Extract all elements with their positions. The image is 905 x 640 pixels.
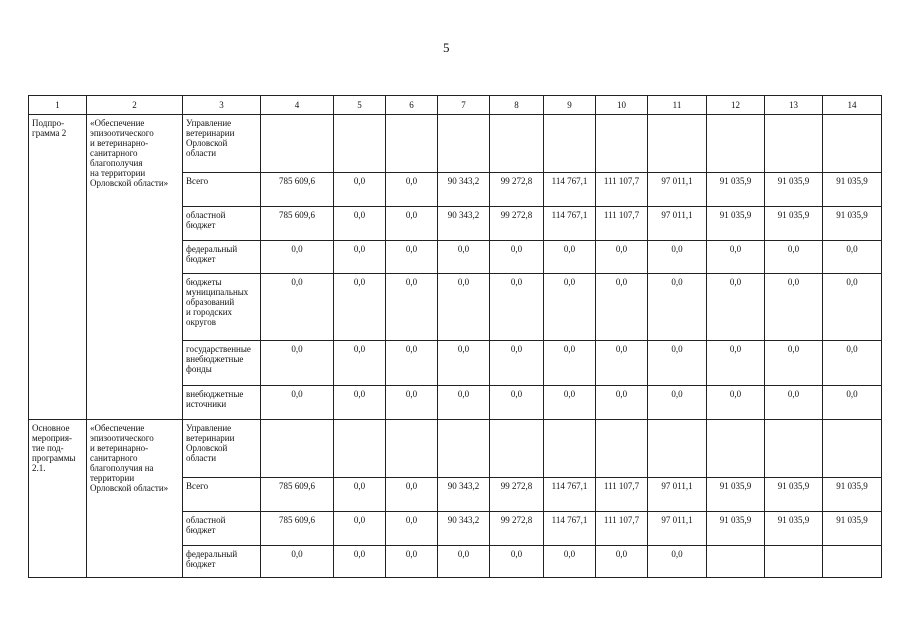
amount-cell: 0,0	[386, 546, 438, 578]
amount-cell: 0,0	[490, 241, 544, 274]
amount-cell: 0,0	[386, 386, 438, 420]
amount-cell: 99 272,8	[490, 512, 544, 546]
program-title-cell: «Обеспечение эпизоотического и ветеринарно- санитарного благополучия на территории Орловской области»	[87, 420, 183, 578]
amount-cell: 0,0	[438, 546, 490, 578]
amount-cell: 91 035,9	[707, 512, 765, 546]
table-body	[29, 96, 882, 578]
amount-cell: 0,0	[261, 341, 334, 386]
amount-cell: 90 343,2	[438, 478, 490, 512]
amount-cell	[765, 115, 823, 173]
column-number-7: 7	[438, 96, 490, 115]
amount-cell: 0,0	[544, 386, 596, 420]
amount-cell: 111 107,7	[596, 478, 648, 512]
amount-cell: 0,0	[386, 512, 438, 546]
amount-cell: 0,0	[648, 341, 707, 386]
amount-cell: 0,0	[261, 546, 334, 578]
amount-cell: 114 767,1	[544, 207, 596, 241]
amount-cell: 99 272,8	[490, 207, 544, 241]
amount-cell: 91 035,9	[707, 173, 765, 207]
amount-cell: 785 609,6	[261, 478, 334, 512]
amount-cell: 0,0	[334, 512, 386, 546]
amount-cell	[707, 115, 765, 173]
column-number-8: 8	[490, 96, 544, 115]
amount-cell: 0,0	[261, 386, 334, 420]
amount-cell: 0,0	[823, 241, 882, 274]
amount-cell: 90 343,2	[438, 173, 490, 207]
amount-cell: 111 107,7	[596, 207, 648, 241]
amount-cell: 0,0	[765, 274, 823, 341]
amount-cell: 0,0	[596, 274, 648, 341]
amount-cell: 0,0	[386, 173, 438, 207]
funding-source-cell: внебюджетные источники	[183, 386, 261, 420]
amount-cell: 0,0	[490, 274, 544, 341]
amount-cell: 785 609,6	[261, 207, 334, 241]
amount-cell: 0,0	[438, 274, 490, 341]
amount-cell: 114 767,1	[544, 173, 596, 207]
column-number-1: 1	[29, 96, 87, 115]
amount-cell: 0,0	[544, 546, 596, 578]
amount-cell: 0,0	[438, 241, 490, 274]
amount-cell	[648, 420, 707, 478]
column-number-10: 10	[596, 96, 648, 115]
amount-cell: 91 035,9	[765, 512, 823, 546]
amount-cell: 91 035,9	[823, 173, 882, 207]
amount-cell	[823, 420, 882, 478]
amount-cell: 0,0	[648, 241, 707, 274]
amount-cell: 91 035,9	[707, 207, 765, 241]
amount-cell: 0,0	[334, 241, 386, 274]
amount-cell: 0,0	[438, 386, 490, 420]
amount-cell: 0,0	[386, 241, 438, 274]
amount-cell: 0,0	[765, 386, 823, 420]
column-number-6: 6	[386, 96, 438, 115]
amount-cell: 0,0	[334, 546, 386, 578]
amount-cell: 0,0	[596, 341, 648, 386]
program-level-cell: Основное мероприя- тие под- программы 2.1.	[29, 420, 87, 578]
amount-cell	[707, 546, 765, 578]
column-number-2: 2	[87, 96, 183, 115]
amount-cell: 0,0	[334, 207, 386, 241]
column-number-13: 13	[765, 96, 823, 115]
amount-cell: 0,0	[334, 386, 386, 420]
amount-cell: 91 035,9	[707, 478, 765, 512]
amount-cell: 0,0	[823, 386, 882, 420]
amount-cell: 97 011,1	[648, 478, 707, 512]
amount-cell	[765, 546, 823, 578]
funding-source-cell: Всего	[183, 173, 261, 207]
amount-cell	[490, 115, 544, 173]
amount-cell: 91 035,9	[765, 173, 823, 207]
funding-source-cell: Управление ветеринарии Орловской области	[183, 420, 261, 478]
funding-source-cell: федеральный бюджет	[183, 546, 261, 578]
column-number-5: 5	[334, 96, 386, 115]
amount-cell: 0,0	[386, 207, 438, 241]
amount-cell: 99 272,8	[490, 173, 544, 207]
amount-cell: 0,0	[596, 386, 648, 420]
amount-cell	[765, 420, 823, 478]
program-title-cell: «Обеспечение эпизоотического и ветеринарно- санитарного благополучия на территории Орловской области»	[87, 115, 183, 420]
financing-table	[28, 95, 882, 578]
amount-cell: 0,0	[438, 341, 490, 386]
amount-cell: 0,0	[386, 274, 438, 341]
amount-cell: 0,0	[648, 274, 707, 341]
amount-cell: 0,0	[707, 341, 765, 386]
amount-cell: 90 343,2	[438, 207, 490, 241]
amount-cell: 91 035,9	[765, 207, 823, 241]
column-number-4: 4	[261, 96, 334, 115]
amount-cell: 114 767,1	[544, 512, 596, 546]
amount-cell: 0,0	[707, 241, 765, 274]
amount-cell	[823, 546, 882, 578]
amount-cell: 785 609,6	[261, 512, 334, 546]
amount-cell	[438, 115, 490, 173]
column-number-12: 12	[707, 96, 765, 115]
amount-cell	[707, 420, 765, 478]
amount-cell: 91 035,9	[823, 478, 882, 512]
program-level-cell: Подпро- грамма 2	[29, 115, 87, 420]
column-number-14: 14	[823, 96, 882, 115]
table-row	[29, 420, 882, 478]
amount-cell	[544, 115, 596, 173]
page-number: 5	[443, 40, 450, 55]
amount-cell	[261, 115, 334, 173]
amount-cell: 785 609,6	[261, 173, 334, 207]
amount-cell	[490, 420, 544, 478]
amount-cell: 0,0	[596, 546, 648, 578]
amount-cell	[386, 115, 438, 173]
amount-cell: 0,0	[765, 241, 823, 274]
amount-cell: 0,0	[386, 341, 438, 386]
amount-cell: 0,0	[823, 341, 882, 386]
column-number-11: 11	[648, 96, 707, 115]
amount-cell: 91 035,9	[823, 207, 882, 241]
amount-cell	[334, 115, 386, 173]
amount-cell	[261, 420, 334, 478]
amount-cell: 0,0	[544, 241, 596, 274]
amount-cell: 0,0	[823, 274, 882, 341]
funding-source-cell: Управление ветеринарии Орловской области	[183, 115, 261, 173]
funding-source-cell: Всего	[183, 478, 261, 512]
amount-cell: 0,0	[334, 341, 386, 386]
amount-cell: 0,0	[261, 274, 334, 341]
amount-cell	[386, 420, 438, 478]
amount-cell: 0,0	[490, 386, 544, 420]
amount-cell: 114 767,1	[544, 478, 596, 512]
amount-cell	[648, 115, 707, 173]
amount-cell: 111 107,7	[596, 512, 648, 546]
funding-source-cell: федеральный бюджет	[183, 241, 261, 274]
column-number-row	[29, 96, 882, 115]
column-number-9: 9	[544, 96, 596, 115]
amount-cell: 91 035,9	[823, 512, 882, 546]
amount-cell: 97 011,1	[648, 173, 707, 207]
amount-cell	[334, 420, 386, 478]
amount-cell: 0,0	[490, 546, 544, 578]
amount-cell: 90 343,2	[438, 512, 490, 546]
amount-cell: 97 011,1	[648, 207, 707, 241]
amount-cell: 0,0	[334, 478, 386, 512]
table-row	[29, 115, 882, 173]
amount-cell: 99 272,8	[490, 478, 544, 512]
amount-cell: 0,0	[707, 386, 765, 420]
amount-cell: 0,0	[765, 341, 823, 386]
amount-cell: 0,0	[490, 341, 544, 386]
amount-cell: 0,0	[386, 478, 438, 512]
amount-cell	[823, 115, 882, 173]
amount-cell: 0,0	[544, 341, 596, 386]
funding-source-cell: областной бюджет	[183, 207, 261, 241]
amount-cell: 0,0	[596, 241, 648, 274]
funding-source-cell: государственные внебюджетные фонды	[183, 341, 261, 386]
amount-cell	[596, 420, 648, 478]
amount-cell: 0,0	[648, 386, 707, 420]
amount-cell	[438, 420, 490, 478]
amount-cell	[596, 115, 648, 173]
funding-source-cell: областной бюджет	[183, 512, 261, 546]
amount-cell	[544, 420, 596, 478]
amount-cell: 111 107,7	[596, 173, 648, 207]
amount-cell: 0,0	[261, 241, 334, 274]
column-number-3: 3	[183, 96, 261, 115]
amount-cell: 0,0	[707, 274, 765, 341]
amount-cell: 0,0	[648, 546, 707, 578]
amount-cell: 97 011,1	[648, 512, 707, 546]
amount-cell: 0,0	[334, 173, 386, 207]
amount-cell: 0,0	[544, 274, 596, 341]
amount-cell: 91 035,9	[765, 478, 823, 512]
funding-source-cell: бюджеты муниципальных образований и городских округов	[183, 274, 261, 341]
amount-cell: 0,0	[334, 274, 386, 341]
